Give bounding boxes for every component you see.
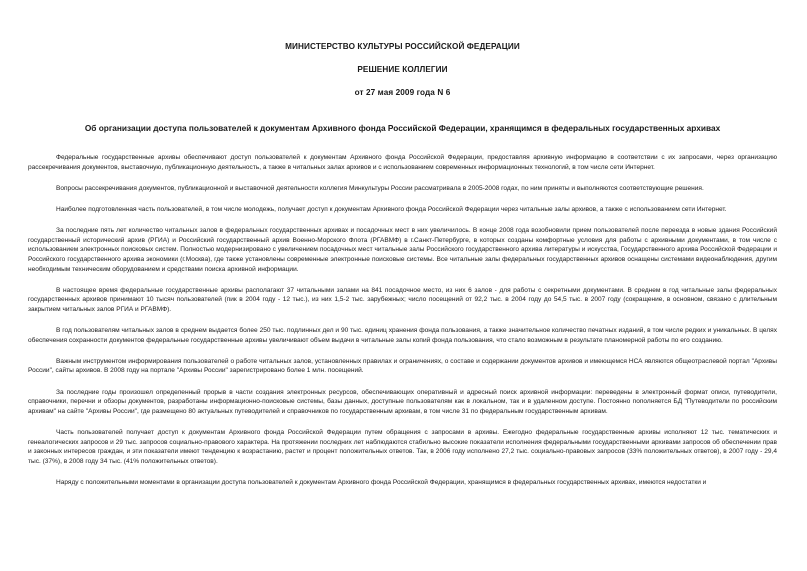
decision-date: от 27 мая 2009 года N 6 (354, 88, 451, 97)
paragraph: В настоящее время федеральные государственные архивы располагают 37 читальными залами на 841 посадочное место, из них 6 залов - для работы с секретными документами. В среднем в год читальные залы федеральных государственных архивов принимают 10 тысяч пользователей (пик в 2004 году - 12 тыс.), из них 1,5-2 тыс. зарубежных; число посещений от 92,2 тыс. в 2004 году до 54,5 тыс. в 2007 году (сокращение, в основном, связано с длительным закрытием читальных залов РГИА и РГАВМФ). (28, 286, 777, 313)
paragraph: В год пользователям читальных залов в среднем выдается более 250 тыс. подлинных дел и 90 тыс. единиц хранения фонда пользования, а также значительное количество печатных изданий, в том числе редких и уникальных. В целях обеспечения сохранности документов федеральные государственные архивы увеличивают объем выдачи в читальные залы копий фонда пользования, что стало возможным в результате планомерной работы по его созданию. (28, 327, 777, 344)
paragraph: Наиболее подготовленная часть пользователей, в том числе молодежь, получает доступ к документам Архивного фонда Российской Федерации через читальные залы архивов, а также с использованием сети Интернет. (56, 205, 727, 213)
paragraph: Вопросы рассекречивания документов, публикационной и выставочной деятельности коллегия Минкультуры России рассматривала в 2005-2008 годах, по ним приняты и выполняются соответствующие решения. (56, 184, 704, 192)
paragraph: Федеральные государственные архивы обеспечивают доступ пользователей к документам Архивного фонда Российской Федерации, предоставляя архивную информацию в соответствии с их запросами, через организацию рассекречивания документов, выставочную, публикационную деятельность, а также в читальных залах архивов и с использованием современных информационных технологий, в том числе сети Интернет. (28, 154, 777, 171)
paragraph: Наряду с положительными моментами в организации доступа пользователей к документам Архивного фонда Российской Федерации, хранящимся в федеральных государственных архивах, имеются недостатки и (56, 479, 707, 486)
paragraph: За последние пять лет количество читальных залов в федеральных государственных архивах и посадочных мест в них увеличилось. В конце 2008 года возобновили прием пользователей после переезда в новые здания Российский государственный исторический архив (РГИА) и Российский государственный архив Военно-Морского Флота (РГАВМФ) в г.Санкт-Петербурге, в которых созданы комфортные условия для работы с архивными документами, в том числе с использованием электронных поисковых систем. Полностью модернизировано с увеличением посадочных мест читальные залы Российского государственного архива литературы и искусства, Государственного архива Российской Федерации и Российского государственного архива экономики (г.Москва), где также установлены современные электронные поисковые системы. Все читальные залы федеральных государственных архивов оснащены системами видеонаблюдения, другим необходимым техническим оборудованием и средствами поиска архивной информации. (28, 227, 777, 273)
paragraph: Важным инструментом информирования пользователей о работе читальных залов, установленных правилах и ограничениях, о составе и содержании документов архивов и имеющемся НСА являются общеотраслевой портал "Архивы России", сайты архивов. В 2008 году на портале "Архивы России" зарегистрировано более 1 млн. посещений. (28, 357, 777, 375)
paragraph: За последние годы произошел определенный прорыв в части создания электронных ресурсов, обеспечивающих оперативный и адресный поиск архивной информации: переведены в электронный формат описи, путеводители, справочники, перечни и обзоры документов, разработаны информационно-поисковые системы, базы данных, доступные пользователям как в локальном, так и в удаленном доступе. Постоянно пополняется БД "Путеводители по российским архивам" на сайте "Архивы России", где размещено 80 актуальных путеводителей и справочников по государственным архивам, в том числе 31 по федеральным государственным архивам. (28, 388, 777, 415)
document-title: Об организации доступа пользователей к документам Архивного фонда Российской Федерации, хранящимся в федеральных государственных архивах (84, 123, 721, 133)
decision-heading: РЕШЕНИЕ КОЛЛЕГИИ (357, 65, 448, 74)
paragraph: Часть пользователей получает доступ к документам Архивного фонда Российской Федерации путем обращения с запросами в архивы. Ежегодно федеральные государственные архивы исполняют 12 тыс. тематических и генеалогических запросов и 29 тыс. запросов социально-правового характера. На протяжении последних лет наблюдаются стабильно высокие показатели исполнения федеральными государственными архивами запросов об обеспечении прав и законных интересов граждан, и эти показатели имеют тенденцию к возрастанию, растет и процент положительных ответов. Так, в 2006 году исполнено 27,2 тыс. социально-правовых запросов (33% положительных ответов), в 2007 году - 29,4 тыс. (37%), в 2008 году 34 тыс. (41% положительных ответов). (28, 429, 777, 465)
ministry-heading: МИНИСТЕРСТВО КУЛЬТУРЫ РОССИЙСКОЙ ФЕДЕРАЦИИ (285, 42, 520, 51)
